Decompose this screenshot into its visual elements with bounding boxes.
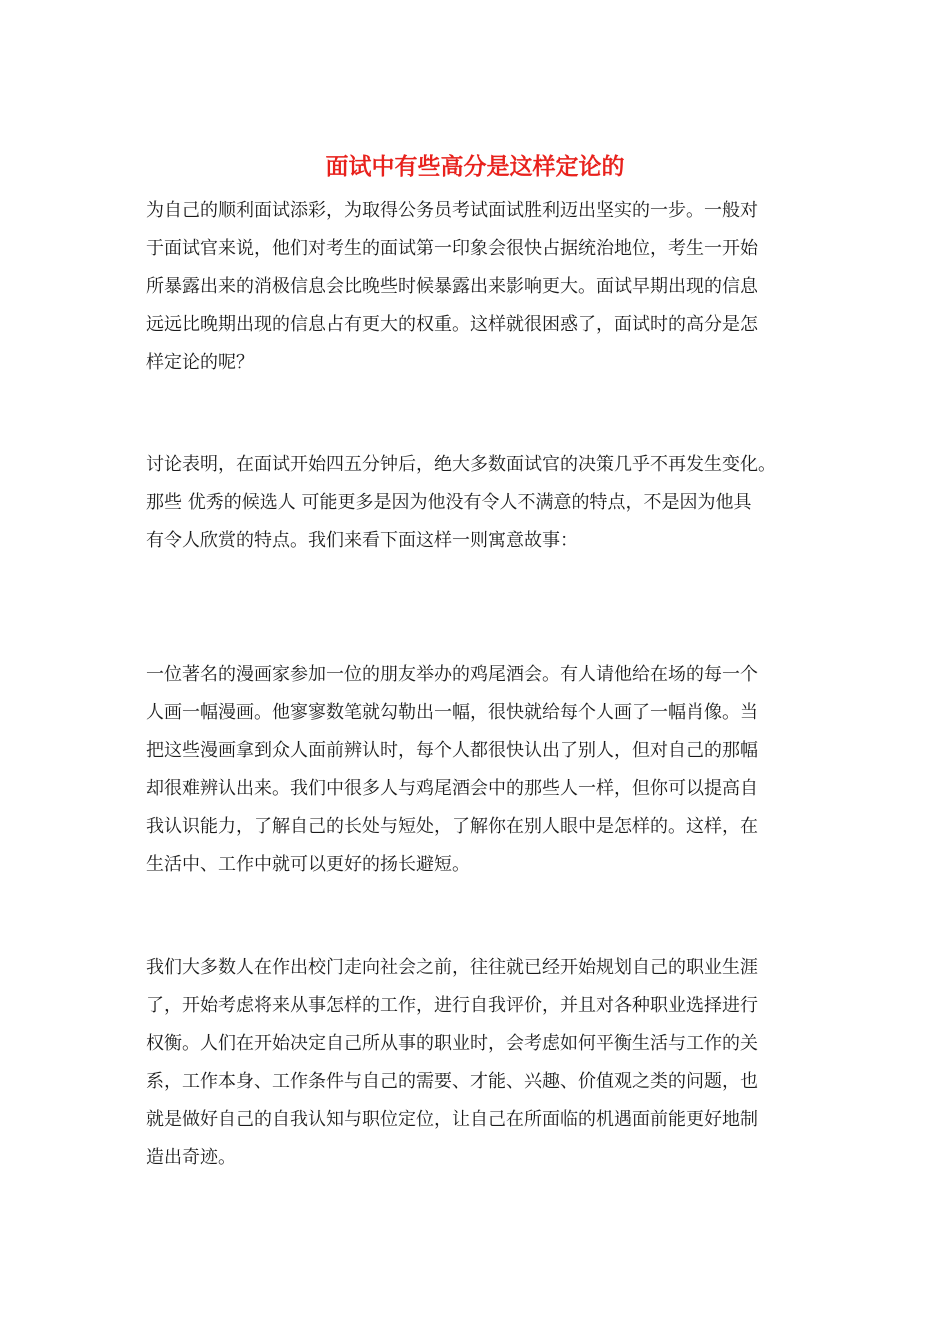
paragraph-line: 把这些漫画拿到众人面前辨认时，每个人都很快认出了别人，但对自己的那幅 — [146, 740, 758, 761]
paragraph-line: 一位著名的漫画家参加一位的朋友举办的鸡尾酒会。有人请他给在场的每一个 — [146, 664, 758, 685]
paragraph-line: 了，开始考虑将来从事怎样的工作，进行自我评价，并且对各种职业选择进行 — [146, 995, 758, 1016]
paragraph-line: 有令人欣赏的特点。我们来看下面这样一则寓意故事： — [146, 530, 578, 551]
paragraph-line: 我们大多数人在作出校门走向社会之前，往往就已经开始规划自己的职业生涯 — [146, 957, 758, 978]
paragraph-line: 为自己的顺利面试添彩，为取得公务员考试面试胜利迈出坚实的一步。一般对 — [146, 200, 758, 221]
paragraph-line: 生活中、工作中就可以更好的扬长避短。 — [146, 854, 470, 875]
paragraph-line: 所暴露出来的消极信息会比晚些时候暴露出来影响更大。面试早期出现的信息 — [146, 276, 758, 297]
document-title: 面试中有些高分是这样定论的 — [325, 154, 625, 180]
paragraph-2 — [146, 446, 826, 560]
paragraph-line: 于面试官来说，他们对考生的面试第一印象会很快占据统治地位，考生一开始 — [146, 238, 758, 259]
paragraph-line: 那些 优秀的候选人 可能更多是因为他没有令人不满意的特点，不是因为他具 — [146, 492, 752, 513]
paragraph-3 — [146, 656, 826, 884]
paragraph-line: 讨论表明，在面试开始四五分钟后，绝大多数面试官的决策几乎不再发生变化。 — [146, 454, 776, 475]
paragraph-line: 人画一幅漫画。他寥寥数笔就勾勒出一幅，很快就给每个人画了一幅肖像。当 — [146, 702, 758, 723]
paragraph-line: 却很难辨认出来。我们中很多人与鸡尾酒会中的那些人一样，但你可以提高自 — [146, 778, 758, 799]
paragraph-line: 就是做好自己的自我认知与职位定位，让自己在所面临的机遇面前能更好地制 — [146, 1109, 758, 1130]
paragraph-line: 权衡。人们在开始决定自己所从事的职业时，会考虑如何平衡生活与工作的关 — [146, 1033, 758, 1054]
paragraph-line: 系，工作本身、工作条件与自己的需要、才能、兴趣、价值观之类的问题，也 — [146, 1071, 758, 1092]
paragraph-line: 我认识能力，了解自己的长处与短处，了解你在别人眼中是怎样的。这样，在 — [146, 816, 758, 837]
paragraph-line: 远远比晚期出现的信息占有更大的权重。这样就很困惑了，面试时的高分是怎 — [146, 314, 758, 335]
paragraph-4 — [146, 949, 826, 1177]
paragraph-line: 造出奇迹。 — [146, 1147, 236, 1168]
paragraph-line: 样定论的呢？ — [146, 352, 254, 373]
paragraph-1 — [146, 192, 826, 382]
